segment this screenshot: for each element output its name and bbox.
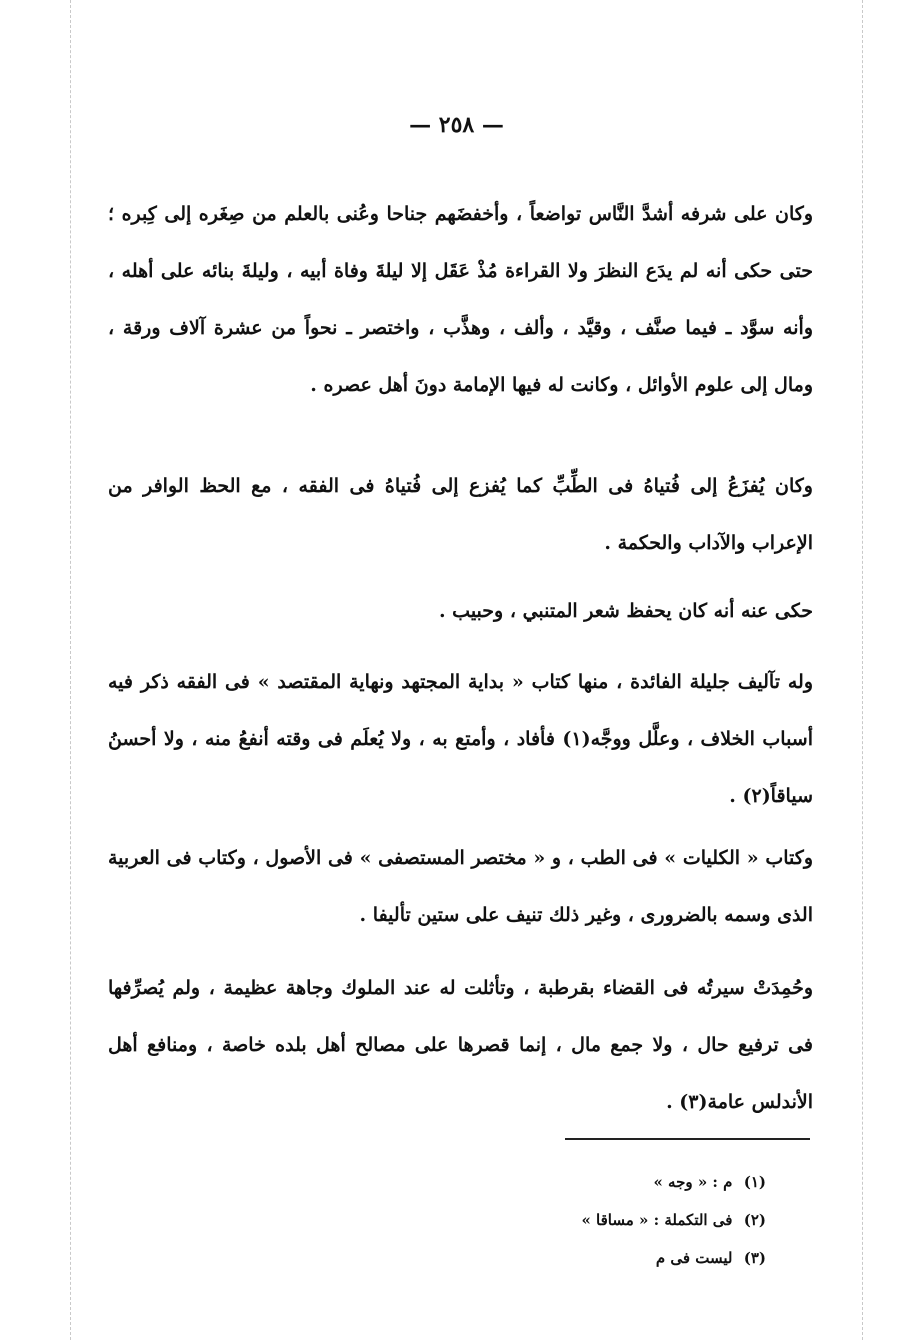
scan-fold-line	[862, 0, 863, 1340]
footnote-number: (٣)	[743, 1249, 766, 1267]
footnote-text: م : « وجه »	[653, 1173, 733, 1191]
paragraph-text: وحُمِدَتْ سيرتُه فى القضاء بقرطبة ، وتأثلت له عند الملوك وجاهة عظيمة ، ولم يُصرِّفها فى ترفيع حال ، ولا جمع مال ، إنما قصرها على مصالح أهل بلده خاصة ، ومنافع أهل الأندلس عامة(٣) .	[108, 977, 813, 1113]
paragraph-text: وكان على شرفه أشدَّ النَّاس تواضعاً ، وأخفضَهم جناحا وعُنى بالعلم من صِغَره إلى كِبره ؛ حتى حكى أنه لم يدَع النظرَ ولا القراءة مُذْ عَقَل إلا ليلةَ وفاة أبيه ، وليلةَ بنائه على أهله ، وأنه سوَّد ـ فيما صنَّف ، وقيَّد ، وألف ، وهذَّب ، واختصر ـ نحواً من عشرة آلاف ورقة ، ومال إلى علوم الأوائل ، وكانت له فيها الإمامة دونَ أهل عصره .	[108, 203, 813, 396]
footnote-separator	[565, 1138, 810, 1140]
footnote	[400, 1239, 766, 1277]
page-number: — ٢٥٨ —	[409, 112, 504, 138]
paragraph	[108, 654, 813, 825]
paragraph-text: وكان يُفزَعُ إلى فُتياهُ فى الطِّبِّ كما يُفزع إلى فُتياهُ فى الفقه ، مع الحظ الوافر من الإعراب والآداب والحكمة .	[108, 475, 813, 554]
paragraph-text: وله تآليف جليلة الفائدة ، منها كتاب « بداية المجتهد ونهاية المقتصد » فى الفقه ذكر فيه أسباب الخلاف ، وعلَّل ووجَّه(١) فأفاد ، وأمتع به ، ولا يُعلَم فى وقته أنفعُ منه ، ولا أحسنُ سياقاً(٢) .	[108, 671, 813, 807]
footnote-number: (١)	[743, 1173, 766, 1191]
paragraph	[108, 960, 813, 1131]
footnotes	[400, 1163, 766, 1277]
footnote-text: ليست فى م	[655, 1249, 733, 1267]
footnote	[400, 1201, 766, 1239]
paragraph	[108, 186, 813, 414]
footnote-number: (٢)	[743, 1211, 766, 1229]
paragraph	[108, 830, 813, 944]
scan-fold-line	[70, 0, 71, 1340]
paragraph	[108, 583, 813, 640]
paragraph-text: وكتاب « الكليات » فى الطب ، و « مختصر المستصفى » فى الأصول ، وكتاب فى العربية الذى وسمه بالضرورى ، وغير ذلك تنيف على ستين تأليفا .	[108, 847, 813, 926]
paragraph-text: حكى عنه أنه كان يحفظ شعر المتنبي ، وحبيب .	[438, 600, 813, 622]
footnote	[400, 1163, 766, 1201]
footnote-text: فى التكملة : « مساقا »	[581, 1211, 733, 1229]
paragraph	[108, 458, 813, 572]
